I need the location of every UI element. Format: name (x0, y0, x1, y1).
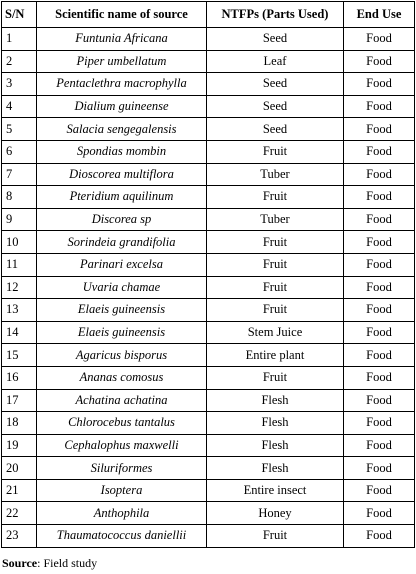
cell-sn: 18 (2, 412, 37, 435)
cell-end-use: Food (344, 163, 415, 186)
cell-scientific-name: Isoptera (37, 479, 207, 502)
table-row (2, 366, 415, 389)
cell-scientific-name: Spondias mombin (37, 140, 207, 163)
cell-scientific-name: Uvaria chamae (37, 276, 207, 299)
cell-sn: 17 (2, 389, 37, 412)
cell-parts-used: Fruit (207, 276, 344, 299)
cell-parts-used: Flesh (207, 412, 344, 435)
cell-scientific-name: Dioscorea multiflora (37, 163, 207, 186)
cell-end-use: Food (344, 299, 415, 322)
table-row (2, 163, 415, 186)
cell-scientific-name: Ananas comosus (37, 366, 207, 389)
table-row (2, 457, 415, 480)
table-row (2, 389, 415, 412)
column-header-end-use: End Use (344, 2, 415, 28)
table-row (2, 253, 415, 276)
cell-parts-used: Tuber (207, 208, 344, 231)
column-header-sn: S/N (2, 2, 37, 28)
column-header-parts-used: NTFPs (Parts Used) (207, 2, 344, 28)
table-row (2, 344, 415, 367)
cell-sn: 14 (2, 321, 37, 344)
cell-scientific-name: Parinari excelsa (37, 253, 207, 276)
cell-sn: 19 (2, 434, 37, 457)
table-row (2, 118, 415, 141)
cell-sn: 12 (2, 276, 37, 299)
cell-parts-used: Fruit (207, 366, 344, 389)
cell-end-use: Food (344, 502, 415, 525)
cell-scientific-name: Elaeis guineensis (37, 299, 207, 322)
cell-sn: 11 (2, 253, 37, 276)
ntfp-table (1, 1, 415, 548)
cell-sn: 6 (2, 140, 37, 163)
cell-sn: 16 (2, 366, 37, 389)
cell-end-use: Food (344, 412, 415, 435)
table-row (2, 231, 415, 254)
table-row (2, 28, 415, 51)
cell-scientific-name: Thaumatococcus daniellii (37, 525, 207, 548)
cell-scientific-name: Achatina achatina (37, 389, 207, 412)
cell-parts-used: Fruit (207, 186, 344, 209)
cell-parts-used: Flesh (207, 457, 344, 480)
column-header-scientific-name: Scientific name of source (37, 2, 207, 28)
cell-parts-used: Fruit (207, 299, 344, 322)
table-row (2, 50, 415, 73)
cell-end-use: Food (344, 186, 415, 209)
cell-parts-used: Entire plant (207, 344, 344, 367)
cell-sn: 22 (2, 502, 37, 525)
cell-sn: 9 (2, 208, 37, 231)
cell-scientific-name: Pteridium aquilinum (37, 186, 207, 209)
cell-end-use: Food (344, 479, 415, 502)
cell-scientific-name: Salacia sengegalensis (37, 118, 207, 141)
source-label: Source (2, 556, 38, 570)
table-header-row (2, 2, 415, 28)
cell-sn: 23 (2, 525, 37, 548)
table-source-note (2, 556, 97, 571)
cell-sn: 21 (2, 479, 37, 502)
cell-parts-used: Leaf (207, 50, 344, 73)
cell-end-use: Food (344, 457, 415, 480)
table-row (2, 434, 415, 457)
cell-parts-used: Seed (207, 95, 344, 118)
cell-parts-used: Fruit (207, 140, 344, 163)
table-row (2, 479, 415, 502)
cell-end-use: Food (344, 276, 415, 299)
cell-scientific-name: Discorea sp (37, 208, 207, 231)
cell-parts-used: Fruit (207, 231, 344, 254)
cell-sn: 5 (2, 118, 37, 141)
cell-scientific-name: Piper umbellatum (37, 50, 207, 73)
cell-sn: 8 (2, 186, 37, 209)
cell-end-use: Food (344, 434, 415, 457)
cell-end-use: Food (344, 95, 415, 118)
cell-scientific-name: Pentaclethra macrophylla (37, 73, 207, 96)
cell-scientific-name: Cephalophus maxwelli (37, 434, 207, 457)
cell-parts-used: Seed (207, 28, 344, 51)
cell-sn: 7 (2, 163, 37, 186)
source-text: : Field study (37, 556, 98, 570)
cell-end-use: Food (344, 73, 415, 96)
cell-parts-used: Fruit (207, 253, 344, 276)
table-row (2, 299, 415, 322)
cell-sn: 2 (2, 50, 37, 73)
cell-scientific-name: Elaeis guineensis (37, 321, 207, 344)
cell-parts-used: Fruit (207, 525, 344, 548)
table-row (2, 208, 415, 231)
cell-scientific-name: Anthophila (37, 502, 207, 525)
cell-end-use: Food (344, 231, 415, 254)
table-row (2, 186, 415, 209)
cell-end-use: Food (344, 118, 415, 141)
cell-sn: 15 (2, 344, 37, 367)
cell-parts-used: Seed (207, 73, 344, 96)
cell-parts-used: Entire insect (207, 479, 344, 502)
table-row (2, 73, 415, 96)
cell-scientific-name: Funtunia Africana (37, 28, 207, 51)
table-row (2, 276, 415, 299)
cell-end-use: Food (344, 389, 415, 412)
cell-parts-used: Seed (207, 118, 344, 141)
cell-sn: 4 (2, 95, 37, 118)
table-row (2, 95, 415, 118)
cell-scientific-name: Chlorocebus tantalus (37, 412, 207, 435)
cell-sn: 13 (2, 299, 37, 322)
cell-parts-used: Flesh (207, 389, 344, 412)
cell-end-use: Food (344, 525, 415, 548)
cell-sn: 20 (2, 457, 37, 480)
cell-end-use: Food (344, 28, 415, 51)
cell-scientific-name: Sorindeia grandifolia (37, 231, 207, 254)
cell-end-use: Food (344, 321, 415, 344)
cell-parts-used: Stem Juice (207, 321, 344, 344)
cell-end-use: Food (344, 50, 415, 73)
cell-end-use: Food (344, 366, 415, 389)
cell-sn: 1 (2, 28, 37, 51)
table-row (2, 412, 415, 435)
table-row (2, 525, 415, 548)
cell-parts-used: Tuber (207, 163, 344, 186)
cell-scientific-name: Siluriformes (37, 457, 207, 480)
table-row (2, 502, 415, 525)
cell-end-use: Food (344, 253, 415, 276)
cell-scientific-name: Dialium guineense (37, 95, 207, 118)
cell-end-use: Food (344, 140, 415, 163)
cell-sn: 10 (2, 231, 37, 254)
cell-parts-used: Flesh (207, 434, 344, 457)
cell-sn: 3 (2, 73, 37, 96)
cell-parts-used: Honey (207, 502, 344, 525)
cell-scientific-name: Agaricus bisporus (37, 344, 207, 367)
cell-end-use: Food (344, 208, 415, 231)
table-row (2, 321, 415, 344)
table-row (2, 140, 415, 163)
cell-end-use: Food (344, 344, 415, 367)
